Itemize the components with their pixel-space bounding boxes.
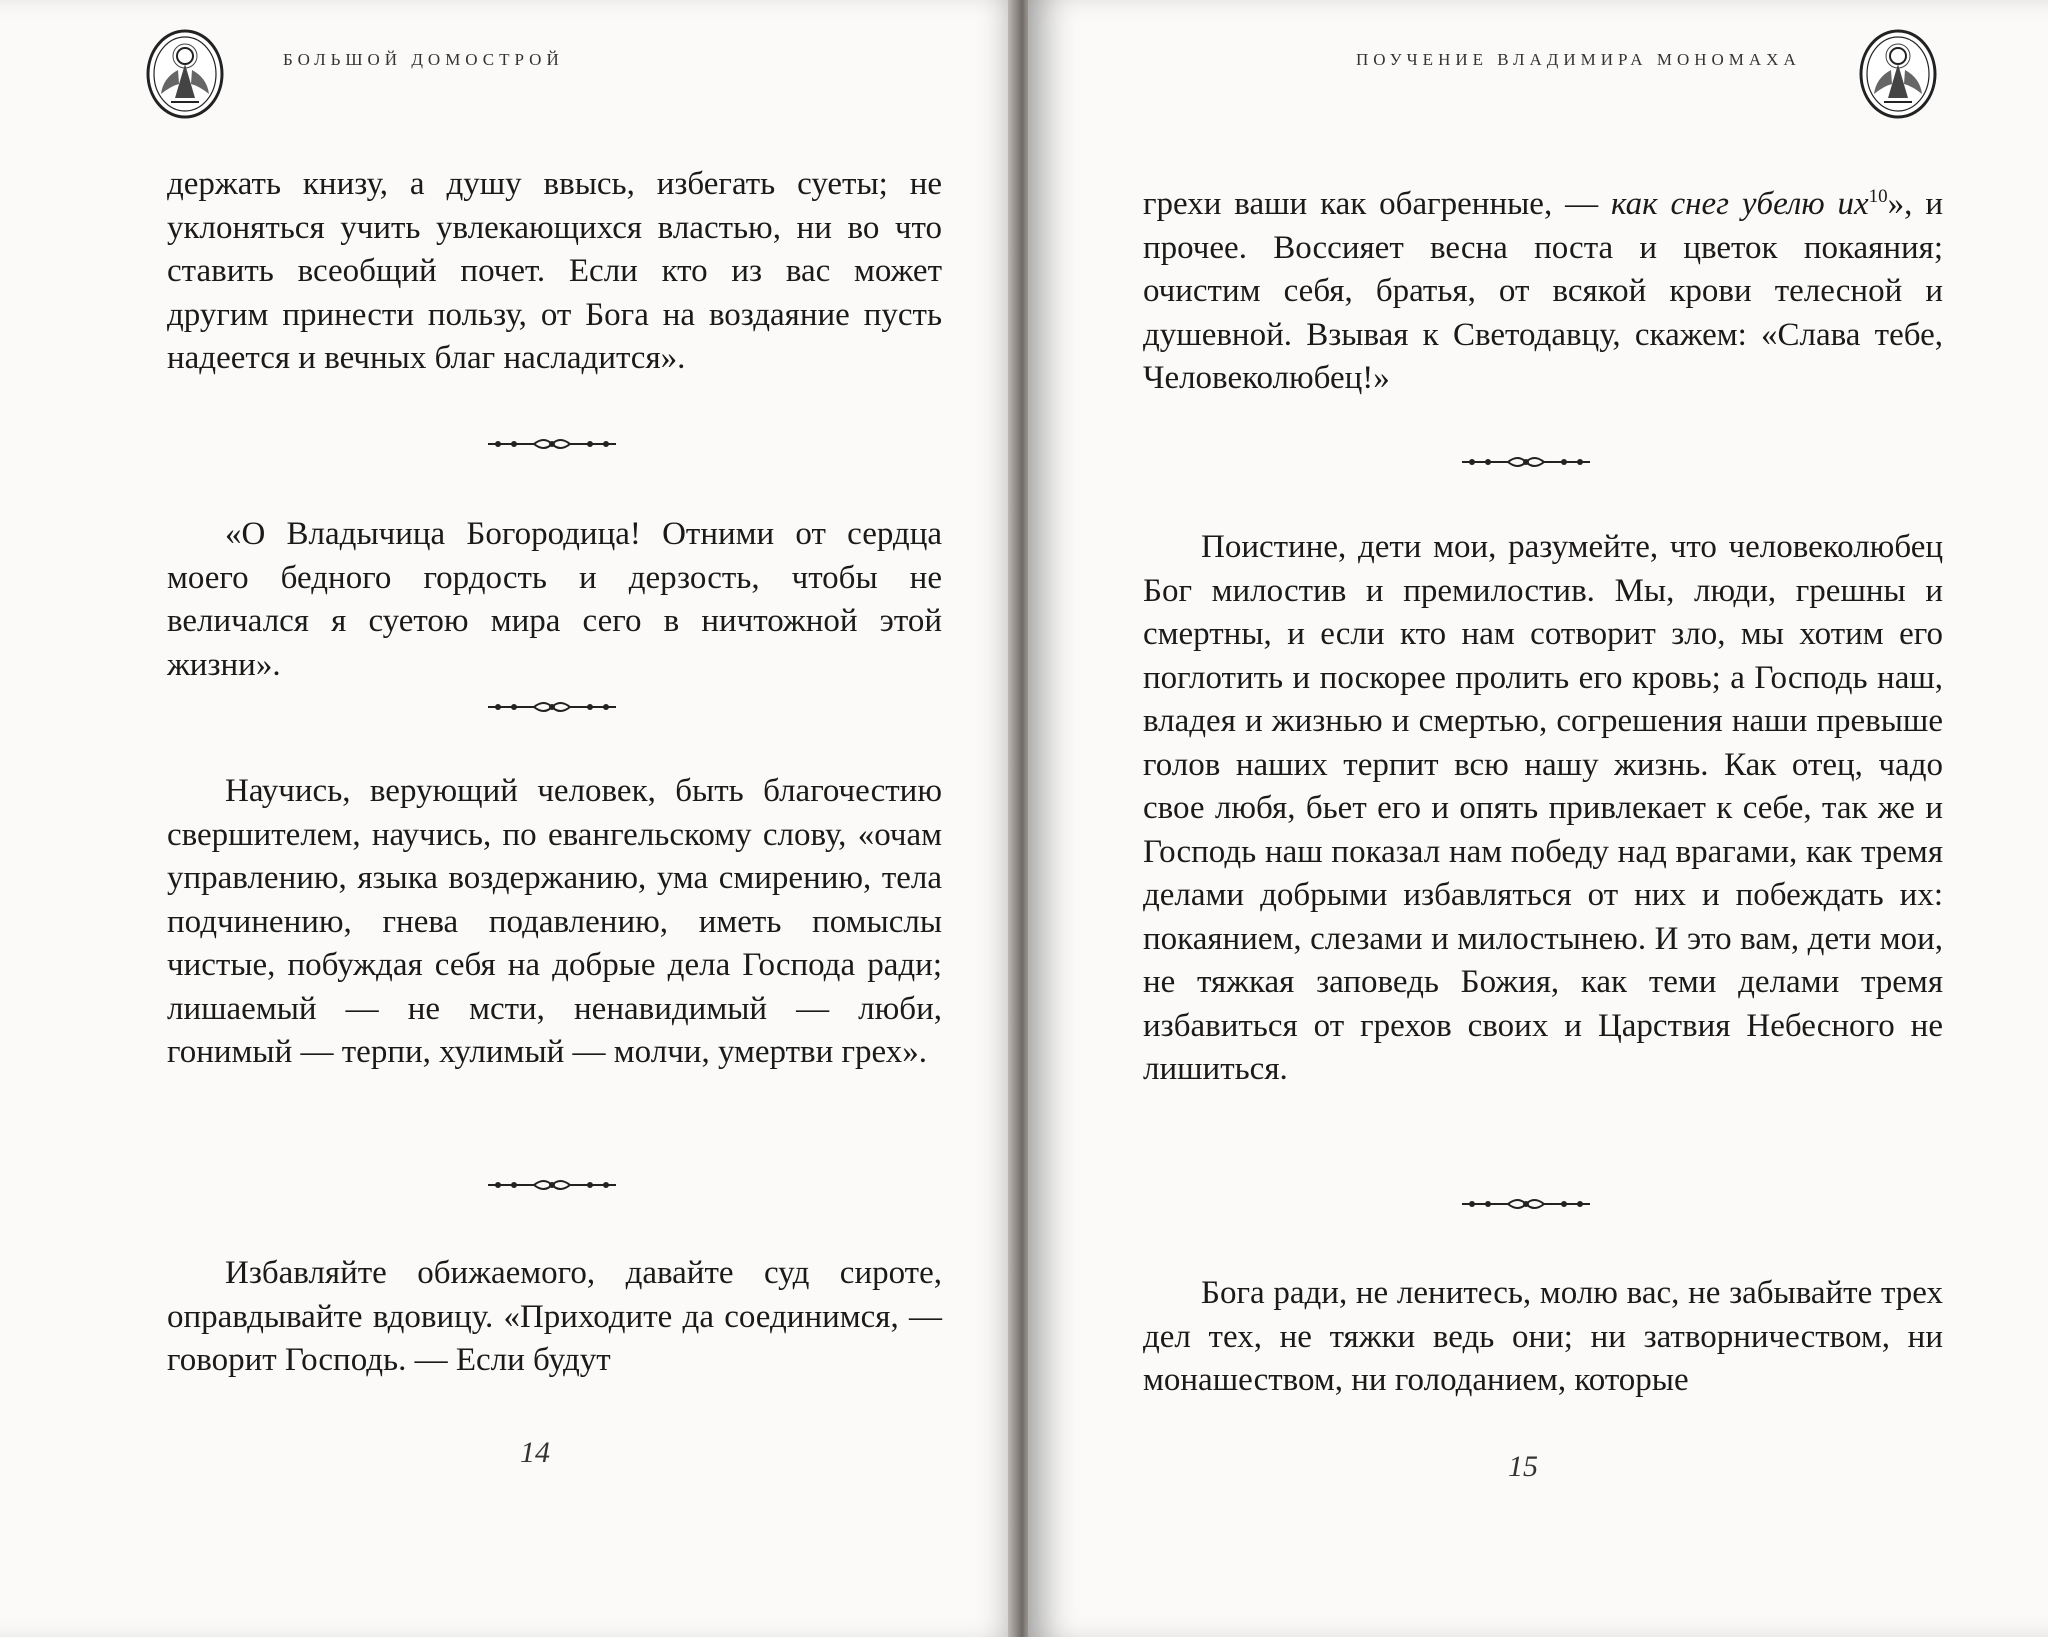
left-page bbox=[0, 0, 1020, 1637]
vine-ornament-icon bbox=[484, 434, 620, 454]
text-block bbox=[1143, 1272, 1943, 1403]
paragraph: «О Владычица Богородица! Отними от сердца моего бедного гордость и дерзость, чтобы не величался я суетою мира сего в ничтожной этой жизни». bbox=[167, 516, 942, 683]
text-block bbox=[1143, 526, 1943, 1092]
vine-ornament-icon bbox=[484, 697, 620, 717]
vine-ornament-icon bbox=[484, 1175, 620, 1195]
page-number: 15 bbox=[1508, 1450, 1538, 1483]
text-block bbox=[1143, 183, 1943, 401]
paragraph: Избавляйте обижаемого, давайте суд сироте, оправдывайте вдовицу. «Приходите да соединимся, — говорит Господь. — Если будут bbox=[167, 1255, 942, 1378]
italic-quote: как снег убелю их bbox=[1611, 186, 1869, 222]
paragraph: держать книзу, а душу ввысь, избегать суеты; не уклоняться учить увлекающихся властью, ни во что ставить всеобщий почет. Если кто из вас может другим принести пользу, от Бога на воздаяние пусть надеется и вечных благ насладится». bbox=[167, 166, 942, 376]
text-block bbox=[167, 1252, 942, 1383]
vine-ornament-icon bbox=[1458, 452, 1594, 472]
running-head: ПОУЧЕНИЕ ВЛАДИМИРА МОНОМАХА bbox=[1356, 50, 1801, 69]
angel-medallion-icon bbox=[1858, 28, 1938, 120]
running-head: БОЛЬШОЙ ДОМОСТРОЙ bbox=[283, 50, 564, 69]
paragraph: Поистине, дети мои, разумейте, что человеколюбец Бог милостив и премилостив. Мы, люди, грешны и смертны, и если кто нам сотворит зло, мы хотим его поглотить и поскорее пролить его кровь; а Господь наш, владея и жизнью и смертью, согрешения наши превыше голов наших терпит всю нашу жизнь. Как отец, чадо свое любя, бьет его и опять привлекает к себе, так же и Господь наш показал нам победу над врагами, как тремя делами добрыми избавляться от них и побеждать их: покаянием, слезами и милостынею. И это вам, дети мои, не тяжкая заповедь Божия, как теми делами тремя избавиться от грехов своих и Царствия Небесного не лишиться. bbox=[1143, 529, 1943, 1087]
paragraph: Научись, верующий человек, быть благочестию свершителем, научись, по евангельскому слову, «очам управлению, языка воздержанию, ума смирению, тела подчинению, гнева подавлению, иметь помыслы чистые, побуждая себя на добрые дела Господа ради; лишаемый — не мсти, ненавидимый — люби, гонимый — терпи, хулимый — молчи, умертви грех». bbox=[167, 773, 942, 1070]
right-page bbox=[1028, 0, 2048, 1637]
paragraph: Бога ради, не ленитесь, молю вас, не забывайте трех дел тех, не тяжки ведь они; ни затворничеством, ни монашеством, ни голоданием, которые bbox=[1143, 1275, 1943, 1398]
footnote-marker[interactable]: 10 bbox=[1868, 186, 1888, 207]
text-block bbox=[167, 770, 942, 1075]
vine-ornament-icon bbox=[1458, 1194, 1594, 1214]
text-block bbox=[167, 513, 942, 687]
page-number: 14 bbox=[520, 1436, 550, 1469]
text-block bbox=[167, 163, 942, 381]
angel-medallion-icon bbox=[145, 28, 225, 120]
paragraph: грехи ваши как обагренные, — как снег убелю $их^{10}$», и прочее. Воссияет весна поста и цветок покаяния; очистим себя, братья, от всякой крови телесной и душевной. Взывая к Светодавцу, скажем: «Слава тебе, Человеколюбец!» bbox=[1143, 186, 1943, 396]
